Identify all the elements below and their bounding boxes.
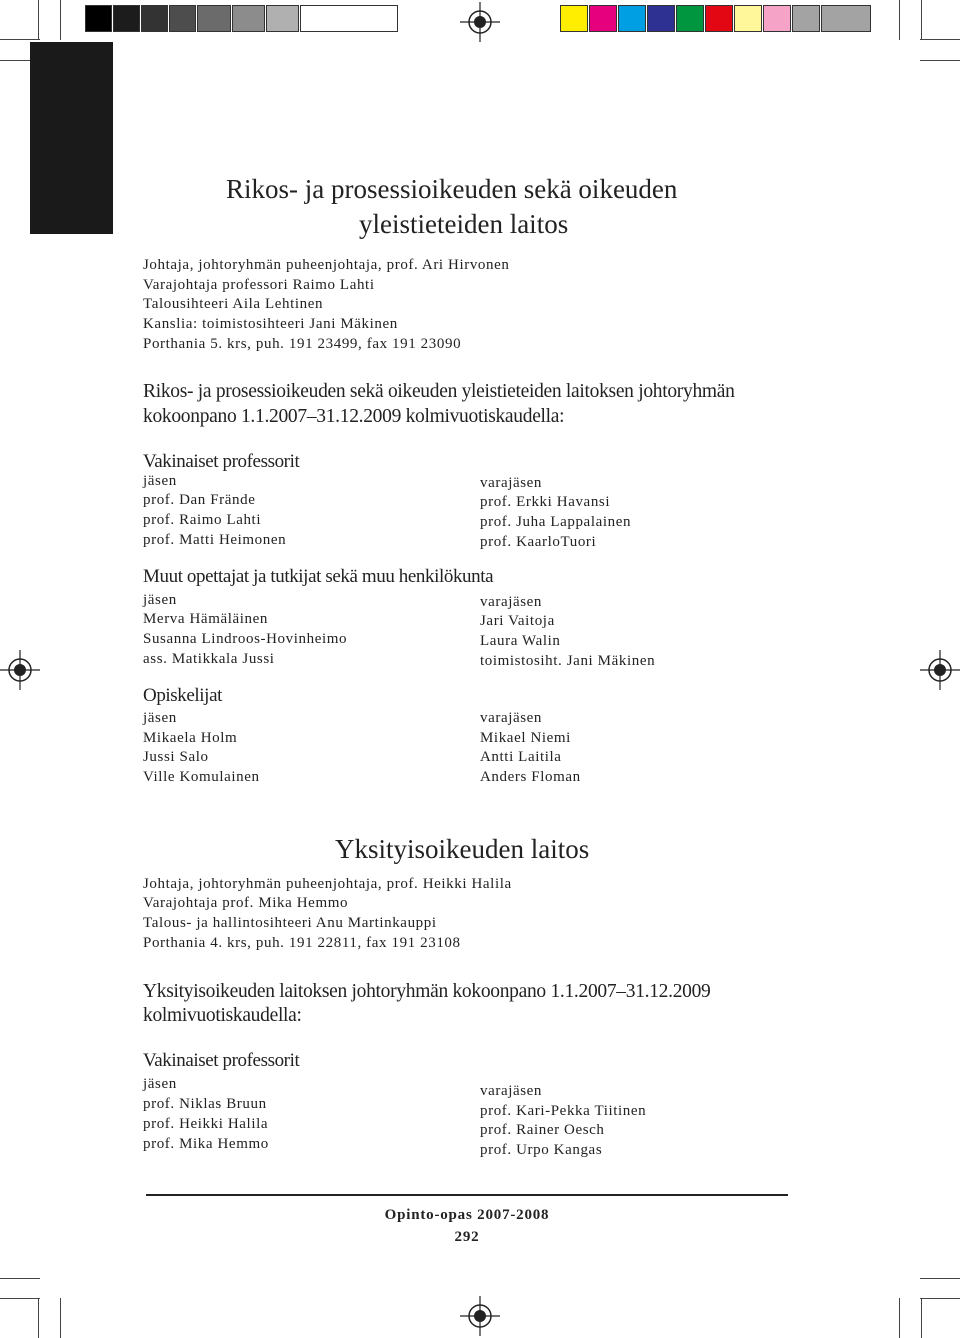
info-line: Johtaja, johtoryhmän puheenjohtaja, prof. Heikki Halila xyxy=(143,876,512,892)
gray-swatch xyxy=(113,5,140,32)
section-title: yleistieteiden laitos xyxy=(359,209,569,239)
deputy-name: prof. Rainer Oesch xyxy=(480,1122,605,1138)
member-name: prof. Matti Heimonen xyxy=(143,532,287,548)
group-heading: Muut opettajat ja tutkijat sekä muu henkilökunta xyxy=(143,566,494,587)
registration-mark-icon xyxy=(920,650,960,690)
deputies-label: varajäsen xyxy=(480,594,543,610)
deputy-name: Mikael Niemi xyxy=(480,730,571,746)
gray-swatch xyxy=(141,5,168,32)
registration-mark-icon xyxy=(0,650,40,690)
board-heading: kolmivuotiskaudella: xyxy=(143,1005,302,1026)
info-line: Talousihteeri Aila Lehtinen xyxy=(143,296,324,312)
member-name: Susanna Lindroos-Hovinheimo xyxy=(143,631,348,647)
members-label: jäsen xyxy=(143,592,177,608)
yellow-swatch xyxy=(560,5,588,32)
board-heading: Yksityisoikeuden laitoksen johtoryhmän kokoonpano 1.1.2007–31.12.2009 xyxy=(143,981,711,1002)
deputy-name: Antti Laitila xyxy=(480,749,562,765)
deputy-name: Laura Walin xyxy=(480,633,561,649)
deputy-name: prof. Kari-Pekka Tiitinen xyxy=(480,1103,647,1119)
registration-mark-icon xyxy=(460,1296,500,1336)
section-title: Yksityisoikeuden laitos xyxy=(335,834,590,864)
member-name: ass. Matikkala Jussi xyxy=(143,651,275,667)
members-label: jäsen xyxy=(143,473,177,489)
gray-swatch xyxy=(266,5,299,32)
members-label: jäsen xyxy=(143,710,177,726)
registration-mark-icon xyxy=(460,2,500,42)
deputy-name: Anders Floman xyxy=(480,769,581,785)
gray-swatch xyxy=(85,5,112,32)
info-line: Porthania 4. krs, puh. 191 22811, fax 191 23108 xyxy=(143,935,461,951)
light-yellow-swatch xyxy=(734,5,762,32)
deputy-name: prof. Erkki Havansi xyxy=(480,494,611,510)
info-line: Porthania 5. krs, puh. 191 23499, fax 191 23090 xyxy=(143,336,462,352)
deputy-name: prof. Urpo Kangas xyxy=(480,1142,603,1158)
deputy-name: prof. Juha Lappalainen xyxy=(480,514,632,530)
member-name: prof. Niklas Bruun xyxy=(143,1096,267,1112)
deputy-name: Jari Vaitoja xyxy=(480,613,555,629)
group-heading: Opiskelijat xyxy=(143,685,222,706)
members-label: jäsen xyxy=(143,1076,177,1092)
magenta-swatch xyxy=(589,5,617,32)
info-line: Johtaja, johtoryhmän puheenjohtaja, prof. Ari Hirvonen xyxy=(143,257,510,273)
page-number: 292 xyxy=(454,1229,480,1245)
deputies-label: varajäsen xyxy=(480,1083,543,1099)
section-title: Rikos- ja prosessioikeuden sekä oikeuden xyxy=(226,174,678,204)
member-name: prof. Dan Frände xyxy=(143,492,256,508)
group-heading: Vakinaiset professorit xyxy=(143,1050,300,1071)
info-line: Kanslia: toimistosihteeri Jani Mäkinen xyxy=(143,316,398,332)
deputy-name: prof. KaarloTuori xyxy=(480,534,597,550)
deputy-name: toimistosiht. Jani Mäkinen xyxy=(480,653,656,669)
green-swatch xyxy=(676,5,704,32)
section-tab-bar xyxy=(30,42,113,234)
footer-rule xyxy=(146,1194,788,1196)
gray-swatch xyxy=(300,5,398,32)
member-name: prof. Mika Hemmo xyxy=(143,1136,269,1152)
footer-publication: Opinto-opas 2007-2008 xyxy=(384,1207,550,1223)
member-name: Ville Komulainen xyxy=(143,769,260,785)
light-gray-swatch xyxy=(792,5,820,32)
red-swatch xyxy=(705,5,733,32)
gray-swatch xyxy=(197,5,231,32)
pink-swatch xyxy=(763,5,791,32)
cyan-swatch xyxy=(618,5,646,32)
gray-swatch xyxy=(169,5,196,32)
group-heading: Vakinaiset professorit xyxy=(143,451,300,472)
member-name: Merva Hämäläinen xyxy=(143,611,268,627)
member-name: prof. Heikki Halila xyxy=(143,1116,269,1132)
gray-swatch xyxy=(232,5,265,32)
info-line: Talous- ja hallintosihteeri Anu Martinkauppi xyxy=(143,915,437,931)
gray-swatch xyxy=(821,5,871,32)
info-line: Varajohtaja prof. Mika Hemmo xyxy=(143,895,349,911)
deputies-label: varajäsen xyxy=(480,475,543,491)
member-name: prof. Raimo Lahti xyxy=(143,512,262,528)
blue-swatch xyxy=(647,5,675,32)
member-name: Mikaela Holm xyxy=(143,730,238,746)
info-line: Varajohtaja professori Raimo Lahti xyxy=(143,277,375,293)
deputies-label: varajäsen xyxy=(480,710,543,726)
member-name: Jussi Salo xyxy=(143,749,209,765)
board-heading: Rikos- ja prosessioikeuden sekä oikeuden yleistieteiden laitoksen johtoryhmän xyxy=(143,381,735,402)
board-heading: kokoonpano 1.1.2007–31.12.2009 kolmivuotiskaudella: xyxy=(143,406,565,427)
